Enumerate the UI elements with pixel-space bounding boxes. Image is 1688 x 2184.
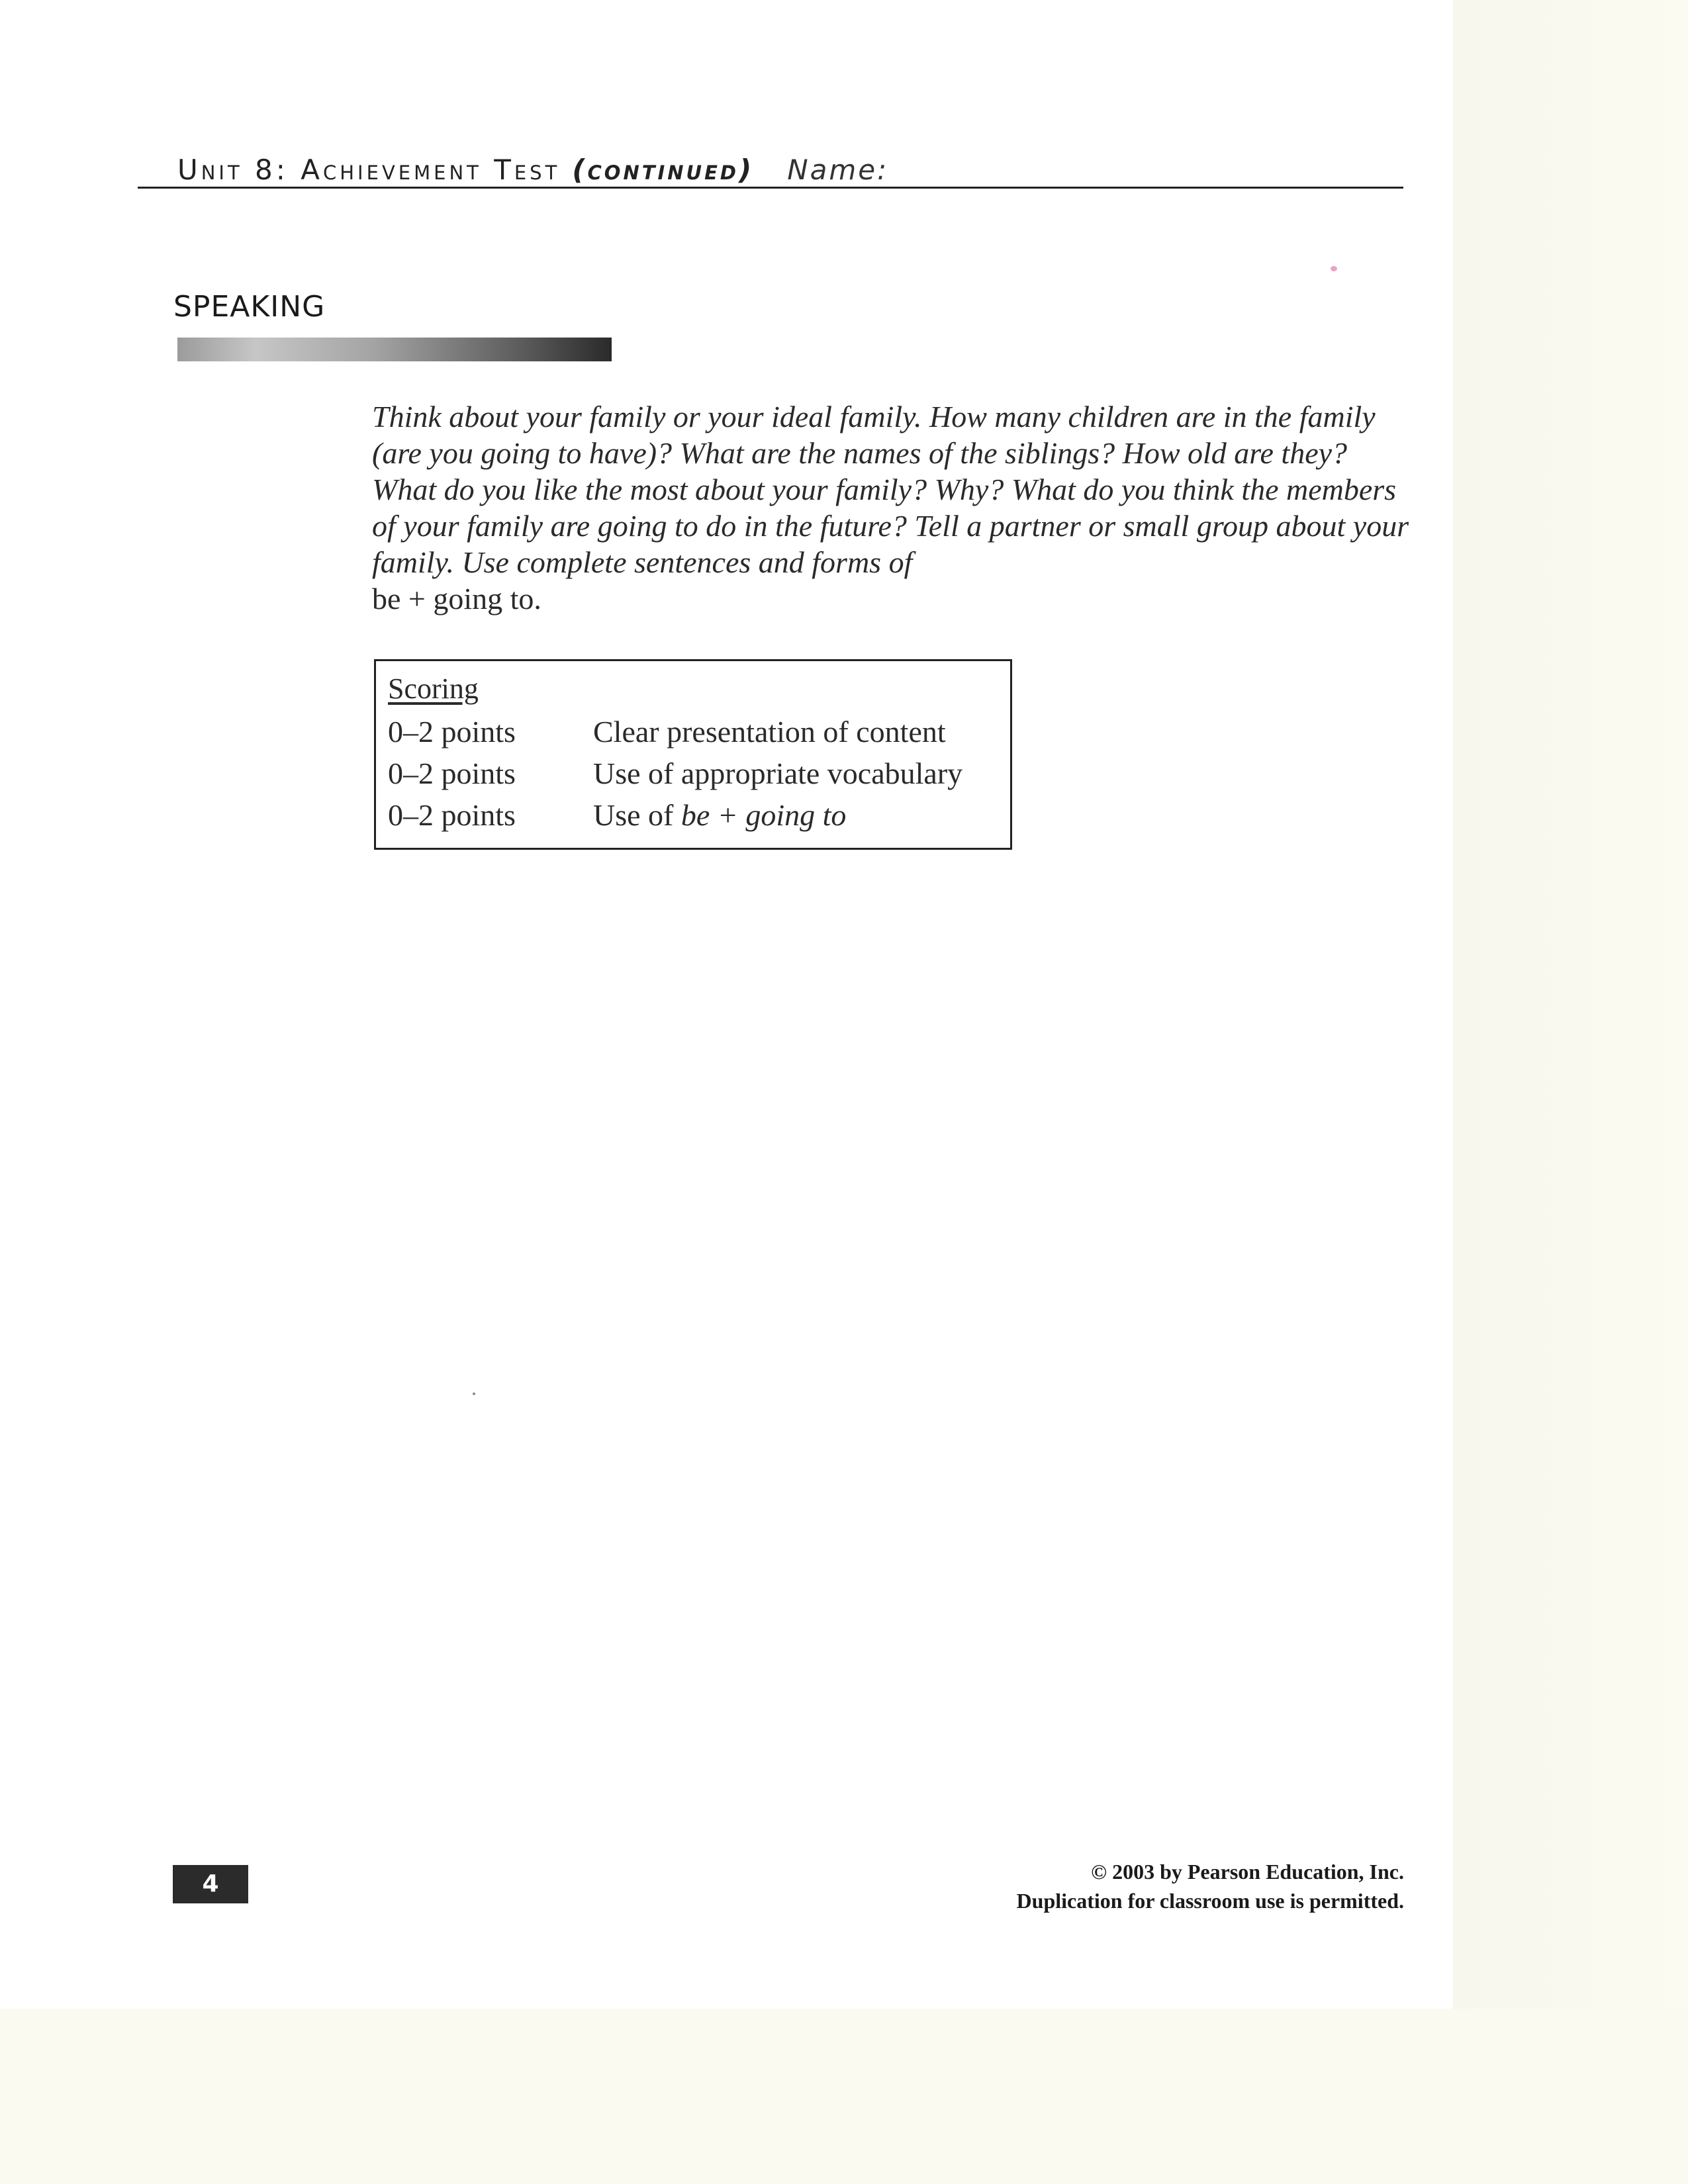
header-name-label: Name: <box>787 154 889 186</box>
copyright-line: © 2003 by Pearson Education, Inc. <box>1091 1860 1404 1884</box>
page-number-badge: 4 <box>173 1865 248 1903</box>
header-unit-title: Unit 8: Achievement Test <box>177 154 561 186</box>
instructions-grammar-form: be + going to. <box>372 582 541 615</box>
header-continued: (continued) <box>572 154 755 186</box>
scoring-row <box>388 714 946 749</box>
section-title-bar <box>177 338 612 361</box>
scoring-criterion-grammar: be + going to <box>680 798 847 832</box>
page-header <box>177 154 888 186</box>
header-rule <box>138 187 1403 189</box>
scan-margin-bottom <box>0 2009 1688 2184</box>
scoring-criterion: Clear presentation of content <box>593 715 946 749</box>
copyright-footer <box>1017 1857 1404 1915</box>
scoring-points: 0–2 points <box>388 756 516 790</box>
scan-speck <box>1331 266 1337 271</box>
instructions-paragraph <box>372 398 1411 617</box>
scoring-points: 0–2 points <box>388 798 516 832</box>
scan-speck <box>473 1392 475 1395</box>
scoring-row <box>388 756 962 791</box>
scoring-criterion: Use of appropriate vocabulary <box>593 756 963 790</box>
scoring-title: Scoring <box>388 672 479 705</box>
scoring-criterion-prefix: Use of <box>593 798 681 832</box>
scoring-row <box>388 797 846 833</box>
instructions-prompt: Think about your family or your ideal family. How many children are in the family (are you going to have)? What are the names of the siblings? How old are they? What do you like the most about your family? Why? What do you think the members of your family are going to do in the future? Tell a partner or small group about your family. Use complete sentences and forms of <box>372 400 1409 579</box>
scan-margin-right <box>1453 0 1688 2009</box>
section-title: SPEAKING <box>173 290 326 324</box>
permission-line: Duplication for classroom use is permitted. <box>1016 1889 1404 1913</box>
scoring-points: 0–2 points <box>388 715 516 749</box>
scoring-box <box>374 659 1012 850</box>
